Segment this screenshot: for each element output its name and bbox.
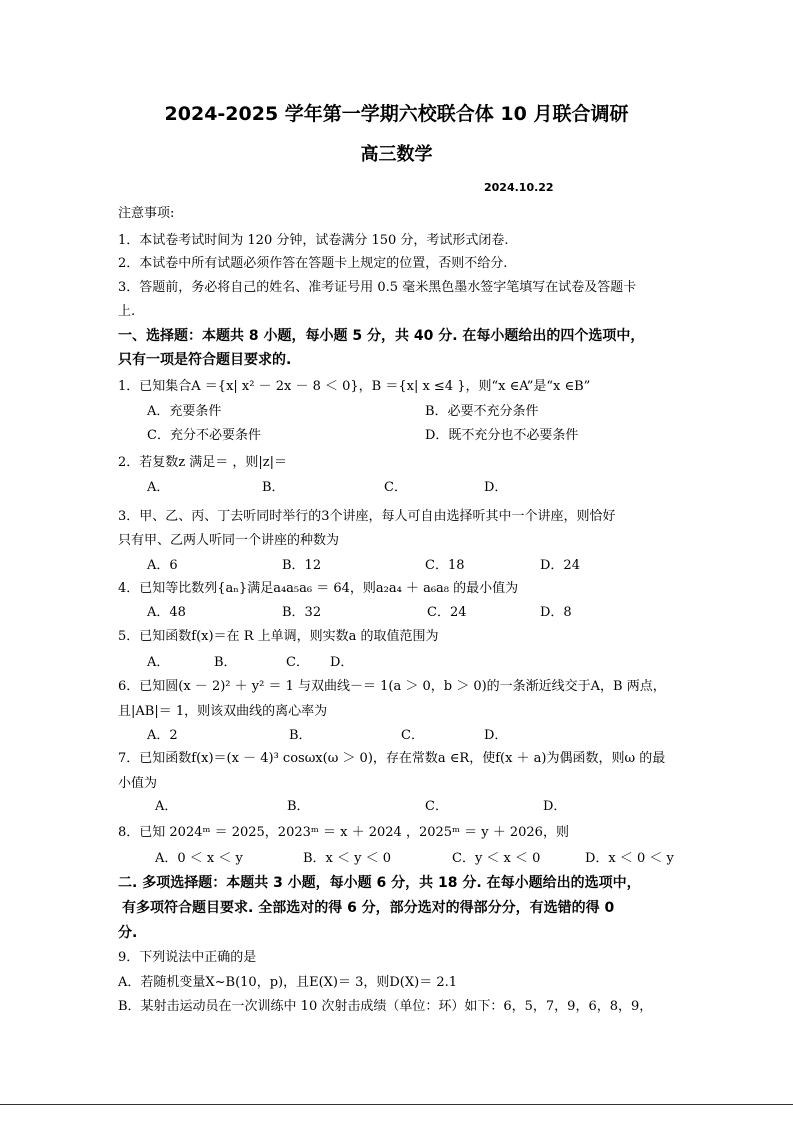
question-2-option-d: D． bbox=[484, 480, 508, 495]
question-5-option-c: C． bbox=[286, 655, 309, 670]
question-7-option-d: D． bbox=[543, 799, 567, 814]
question-6-option-a: A．2 bbox=[147, 728, 178, 743]
question-6-option-c: C． bbox=[401, 728, 424, 743]
question-9-option-b: B．某射击运动员在一次训练中 10 次射击成绩（单位：环）如下：6，5，7，9，6，8，9， bbox=[118, 999, 653, 1014]
exam-date: 2024.10.22 bbox=[484, 181, 554, 194]
question-2-stem: 2．若复数z 满足＝ ，则|z|＝ bbox=[118, 455, 287, 470]
question-8-stem: 8．已知 2024ᵐ ＝ 2025，2023ᵐ ＝ x ＋ 2024 ，2025ᵐ ＝ y ＋ 2026，则 bbox=[118, 825, 569, 840]
question-8-option-c: C．y ＜ x ＜ 0 bbox=[452, 851, 541, 866]
note-item: 2．本试卷中所有试题必须作答在答题卡上规定的位置，否则不给分. bbox=[118, 256, 508, 271]
question-3-stem: 只有甲、乙两人听同一个讲座的种数为 bbox=[118, 533, 340, 548]
question-6-stem: 且|AB|＝ 1，则该双曲线的离心率为 bbox=[118, 704, 328, 719]
question-1-stem: 1．已知集合A ＝{x| x² － 2x － 8 ＜ 0}，B ＝{x| x ≤4 }，则“x ∈A”是“x ∈B” bbox=[118, 379, 591, 394]
question-4-stem: 4．已知等比数列{aₙ}满足a₄a₅a₆ ＝ 64，则a₂a₄ ＋ a₆a₈ 的最小值为 bbox=[118, 581, 519, 596]
question-6-option-d: D． bbox=[484, 728, 508, 743]
question-9-stem: 9．下列说法中正确的是 bbox=[118, 950, 257, 965]
question-1-option-d: D．既不充分也不必要条件 bbox=[425, 428, 579, 443]
question-8-option-a: A．0 ＜ x ＜ y bbox=[155, 851, 243, 866]
question-3-option-c: C．18 bbox=[425, 558, 465, 573]
question-2-option-b: B． bbox=[262, 480, 285, 495]
question-1-option-c: C．充分不必要条件 bbox=[147, 428, 261, 443]
note-item: 上. bbox=[118, 304, 136, 319]
question-3-option-b: B．12 bbox=[282, 558, 322, 573]
exam-title: 2024-2025 学年第一学期六校联合体 10 月联合调研 bbox=[164, 103, 629, 125]
question-8-option-b: B．x ＜ y ＜ 0 bbox=[303, 851, 392, 866]
question-4-option-d: D．8 bbox=[540, 605, 572, 620]
note-item: 3．答题前，务必将自己的姓名、准考证号用 0.5 毫米黑色墨水签字笔填写在试卷及答题卡 bbox=[118, 280, 637, 295]
question-7-stem: 7．已知函数f(x)＝(x － 4)³ cosωx(ω ＞ 0)，存在常数a ∈R，使f(x ＋ a)为偶函数，则ω 的最 bbox=[118, 751, 666, 766]
question-7-option-c: C． bbox=[425, 799, 448, 814]
section-2-heading: 分. bbox=[118, 925, 138, 941]
question-3-stem: 3．甲、乙、丙、丁去听同时举行的3个讲座，每人可自由选择听其中一个讲座，则恰好 bbox=[118, 509, 616, 524]
notes-heading: 注意事项: bbox=[118, 206, 175, 221]
question-5-stem: 5．已知函数f(x)＝在 R 上单调，则实数a 的取值范围为 bbox=[118, 629, 439, 644]
question-5-option-b: B． bbox=[214, 655, 237, 670]
page-bottom-rule bbox=[0, 1104, 793, 1105]
question-9-option-a: A．若随机变量X~B(10，p)，且E(X)＝ 3，则D(X)＝ 2.1 bbox=[118, 975, 458, 990]
question-5-option-a: A． bbox=[147, 655, 170, 670]
exam-subject: 高三数学 bbox=[360, 144, 433, 165]
question-6-option-b: B． bbox=[289, 728, 312, 743]
section-2-heading: 二. 多项选择题：本题共 3 小题，每小题 6 分，共 18 分. 在每小题给出的选项中， bbox=[118, 875, 641, 891]
question-3-option-a: A．6 bbox=[147, 558, 178, 573]
question-4-option-a: A．48 bbox=[147, 605, 186, 620]
question-1-option-b: B．必要不充分条件 bbox=[425, 404, 539, 419]
question-7-stem: 小值为 bbox=[118, 776, 158, 791]
question-4-option-b: B．32 bbox=[282, 605, 322, 620]
question-7-option-a: A． bbox=[155, 799, 178, 814]
question-1-option-a: A．充要条件 bbox=[147, 404, 222, 419]
question-6-stem: 6．已知圆(x － 2)² ＋ y² ＝ 1 与双曲线－＝ 1(a ＞ 0，b ＞ 0)的一条渐近线交于A，B 两点， bbox=[118, 679, 666, 694]
question-2-option-c: C． bbox=[384, 480, 407, 495]
note-item: 1．本试卷考试时间为 120 分钟，试卷满分 150 分，考试形式闭卷. bbox=[118, 233, 509, 248]
section-2-heading: 有多项符合题目要求. 全部选对的得 6 分，部分选对的得部分分，有选错的得 0 bbox=[122, 900, 615, 916]
section-1-heading: 一、选择题：本题共 8 小题，每小题 5 分，共 40 分. 在每小题给出的四个选项中， bbox=[118, 328, 645, 344]
section-1-heading: 只有一项是符合题目要求的. bbox=[118, 352, 292, 368]
question-2-option-a: A． bbox=[147, 480, 170, 495]
question-8-option-d: D．x ＜ 0 ＜ y bbox=[585, 851, 674, 866]
question-7-option-b: B． bbox=[287, 799, 310, 814]
question-5-option-d: D． bbox=[330, 655, 354, 670]
question-4-option-c: C．24 bbox=[427, 605, 467, 620]
question-3-option-d: D．24 bbox=[540, 558, 580, 573]
